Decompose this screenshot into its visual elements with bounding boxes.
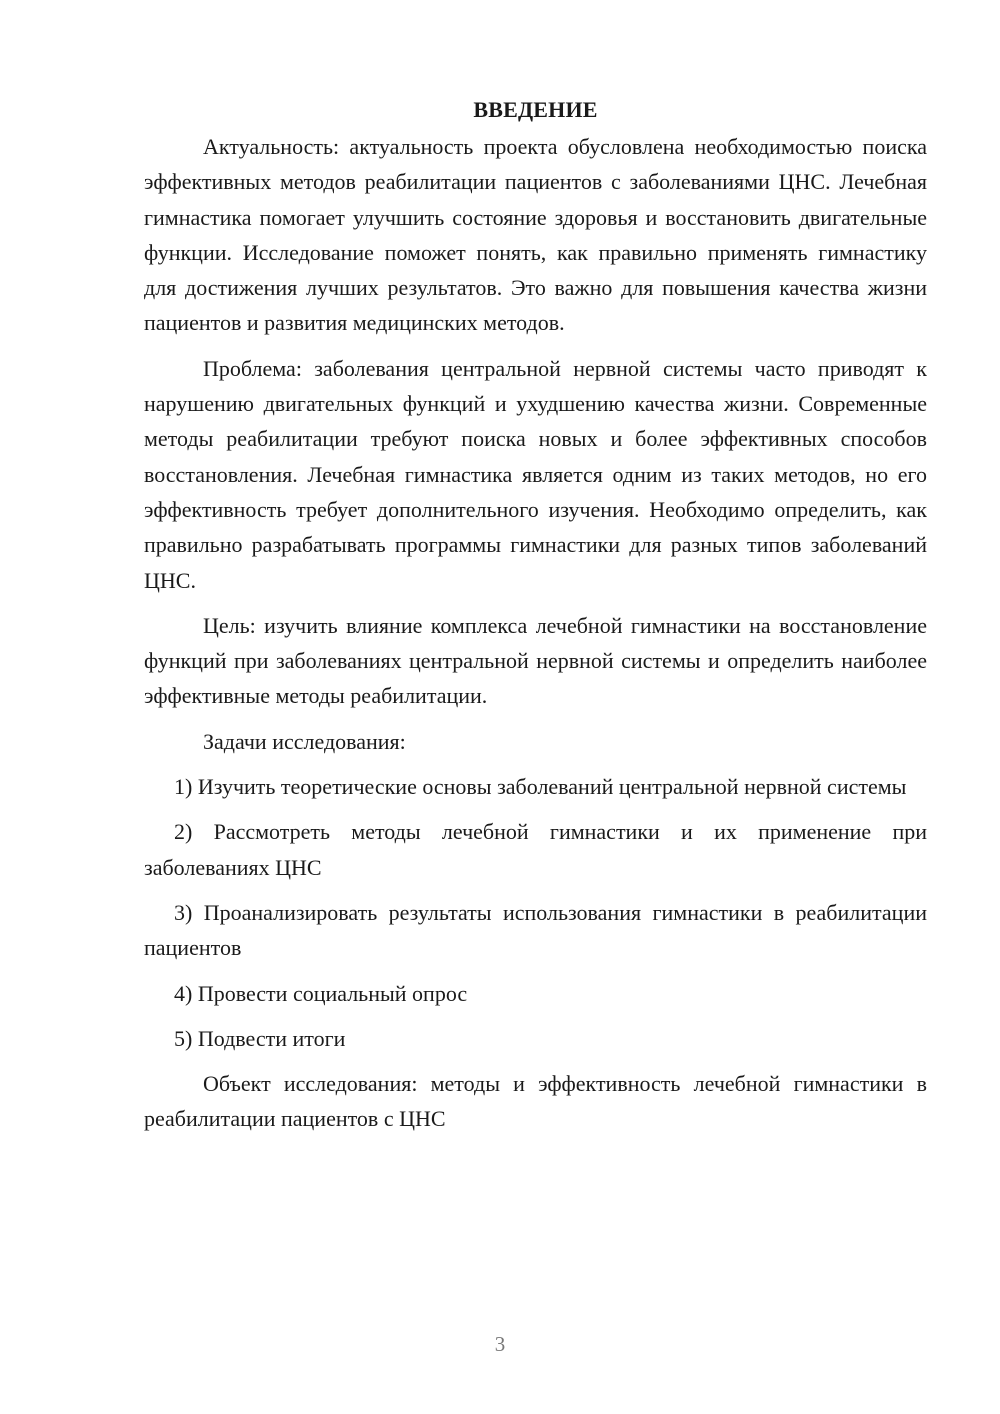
task-item: 1) Изучить теоретические основы заболеваний центральной нервной системы [174, 774, 907, 800]
object-paragraph: Объект исследования: методы и эффективность лечебной гимнастики в реабилитации пациентов с ЦНС [144, 1071, 927, 1132]
section-title: ВВЕДЕНИЕ [473, 97, 598, 122]
task-item: 2) Рассмотреть методы лечебной гимнастики и их применение при заболеваниях ЦНС [144, 819, 927, 880]
page-number: 3 [494, 1332, 506, 1356]
document-page [144, 92, 927, 1147]
task-item: 5) Подвести итоги [174, 1025, 346, 1051]
relevance-paragraph: Актуальность: актуальность проекта обусловлена необходимостью поиска эффективных методов реабилитации пациентов с заболеваниями ЦНС. Лечебная гимнастика помогает улучшить состояние здоровья и восстановить двигательные функции. Исследование поможет понять, как правильно применять гимнастику для достижения лучших результатов. Это важно для повышения качества жизни пациентов и развития медицинских методов. [144, 134, 927, 336]
task-item: 3) Проанализировать результаты использования гимнастики в реабилитации пациентов [144, 899, 927, 961]
tasks-heading: Задачи исследования: [203, 728, 406, 754]
goal-paragraph: Цель: изучить влияние комплекса лечебной гимнастики на восстановление функций при заболеваниях центральной нервной системы и определить наиболее эффективные методы реабилитации. [144, 612, 927, 709]
problem-paragraph: Проблема: заболевания центральной нервной системы часто приводят к нарушению двигательных функций и ухудшению качества жизни. Современные методы реабилитации требуют поиска новых и более эффективных способов восстановления. Лечебная гимнастика является одним из таких методов, но его эффективность требует дополнительного изучения. Необходимо определить, как правильно разрабатывать программы гимнастики для разных типов заболеваний ЦНС. [144, 355, 927, 593]
task-item: 4) Провести социальный опрос [174, 980, 468, 1006]
